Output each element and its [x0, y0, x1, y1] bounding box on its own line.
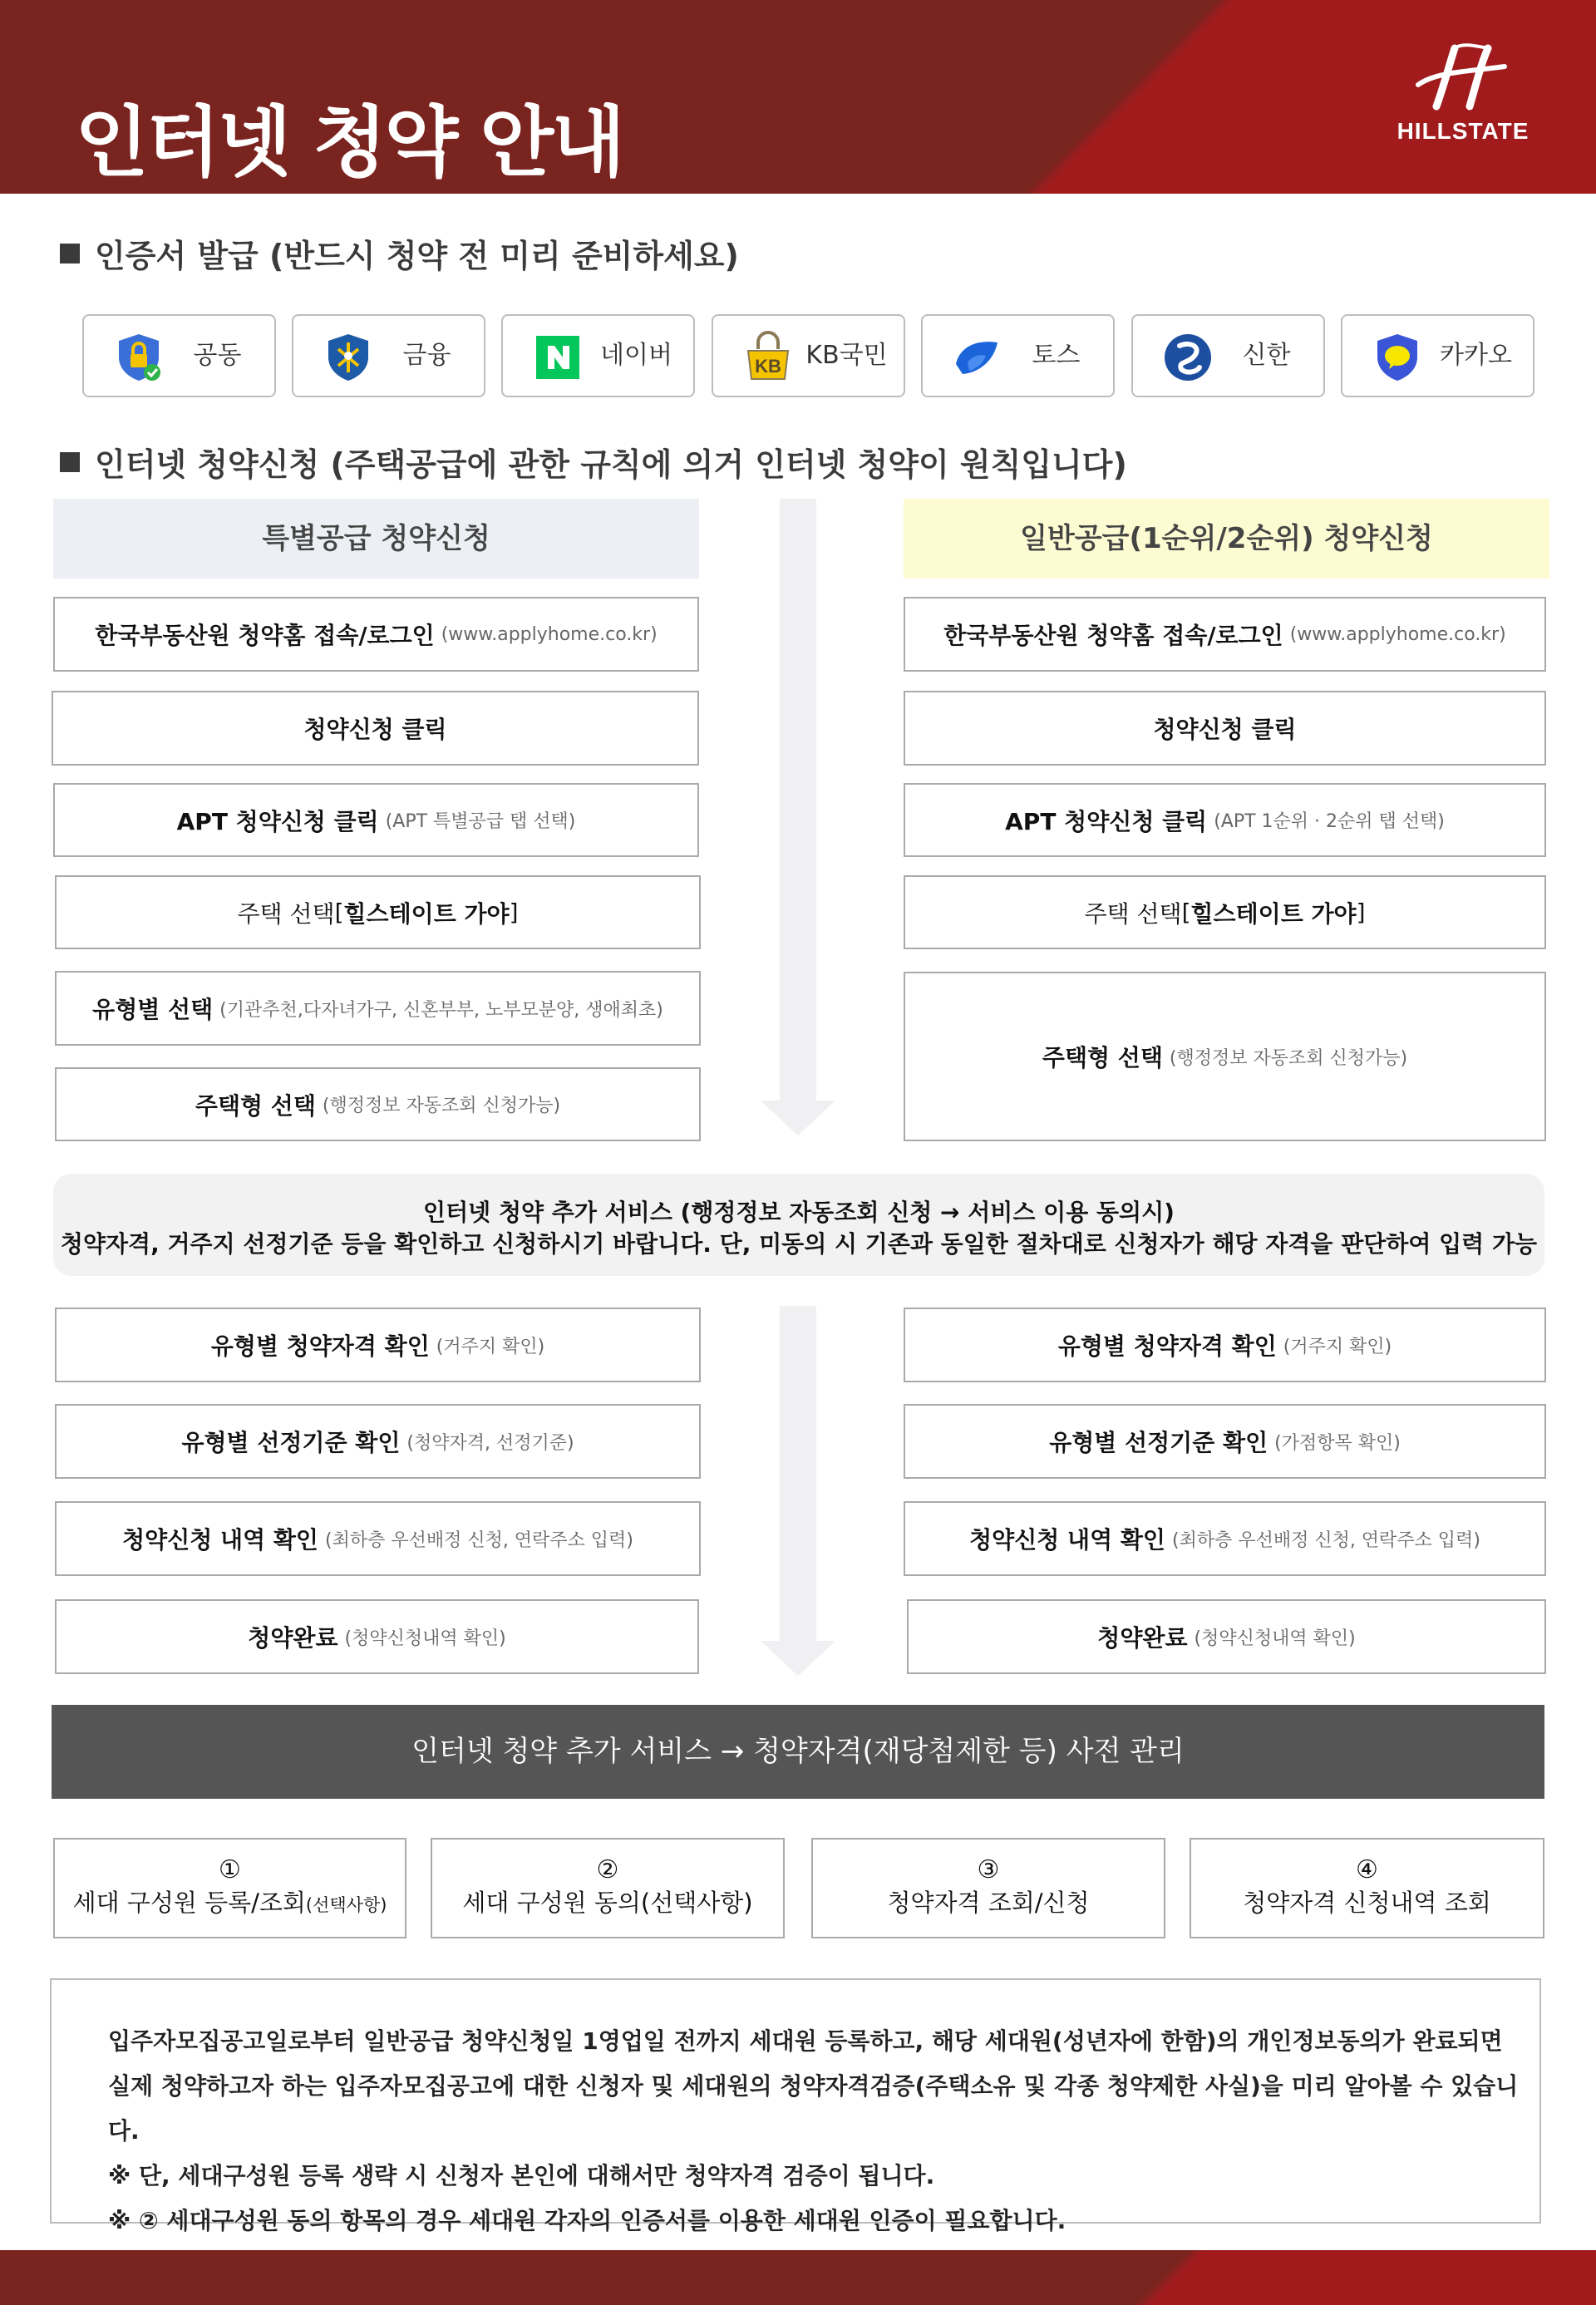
right-step-apply-click: 청약신청 클릭	[904, 691, 1546, 766]
right-step-house-select: 주택 선택 [ 힐스테이트 가야 ]	[904, 875, 1546, 949]
shinhan-icon	[1161, 331, 1214, 384]
extra-step-4	[1190, 1838, 1544, 1938]
left-step-apt-click: APT 청약신청 클릭 (APT 특별공급 탭 선택)	[53, 783, 699, 857]
cert-label: 금융	[402, 341, 451, 370]
left-confirm-history: 청약신청 내역 확인 (최하층 우선배정 신청, 연락주소 입력)	[55, 1501, 701, 1576]
cert-toss[interactable]	[921, 314, 1115, 397]
right-confirm-history: 청약신청 내역 확인 (최하층 우선배정 신청, 연락주소 입력)	[904, 1501, 1546, 1576]
cert-label: 공동	[193, 341, 242, 370]
step-number: ③	[977, 1855, 1000, 1884]
extra-service-bar: 인터넷 청약 추가 서비스 → 청약자격(재당첨제한 등) 사전 관리	[52, 1705, 1544, 1799]
notice-line-1: 인터넷 청약 추가 서비스 (행정정보 자동조회 신청 → 서비스 이용 동의시)	[423, 1199, 1175, 1226]
left-step-housing-type: 주택형 선택 (행정정보 자동조회 신청가능)	[55, 1067, 701, 1141]
toss-icon	[951, 331, 1004, 384]
left-step-type-select: 유형별 선택 (기관추천,다자녀가구, 신혼부부, 노부모분양, 생애최초)	[55, 971, 701, 1046]
left-confirm-criteria: 유형별 선정기준 확인 (청약자격, 선정기준)	[55, 1404, 701, 1479]
naver-icon	[531, 331, 584, 384]
hillstate-h-icon	[1411, 42, 1511, 115]
kakao-icon	[1371, 331, 1424, 384]
hillstate-logo	[1396, 42, 1530, 150]
extra-step-2	[431, 1838, 785, 1938]
step-label: 청약자격 신청내역 조회	[1243, 1889, 1491, 1917]
footer-banner	[0, 2250, 1596, 2305]
left-step-house-select: 주택 선택 [ 힐스테이트 가야 ]	[55, 875, 701, 949]
shield-lock-icon	[112, 331, 165, 384]
cert-kb[interactable]	[712, 314, 905, 397]
extra-step-1	[53, 1838, 406, 1938]
right-step-apt-click: APT 청약신청 클릭 (APT 1순위 · 2순위 탭 선택)	[904, 783, 1546, 857]
cert-label: 카카오	[1440, 341, 1512, 370]
cert-naver[interactable]	[501, 314, 695, 397]
cert-section-title: 인증서 발급 (반드시 청약 전 미리 준비하세요)	[60, 230, 739, 276]
page-title: 인터넷 청약 안내	[75, 98, 623, 187]
info-line: 입주자모집공고일로부터 일반공급 청약신청일 1영업일 전까지 세대원 등록하고, 해당 세대원(성년자에 한함)의 개인정보동의가 완료되면	[108, 2027, 1503, 2055]
header-banner	[0, 0, 1596, 194]
notice-line-2: 청약자격, 거주지 선정기준 등을 확인하고 신청하시기 바랍니다. 단, 미동의 시 기존과 동일한 절차대로 신청자가 해당 자격을 판단하여 입력 가능	[60, 1230, 1538, 1258]
cert-label: KB국민	[805, 341, 888, 370]
right-step-housing-type: 주택형 선택 (행정정보 자동조회 신청가능)	[904, 972, 1546, 1141]
info-line: ※ ② 세대구성원 동의 항목의 경우 세대원 각자의 인증서를 이용한 세대원 인증이 필요합니다.	[108, 2207, 1066, 2234]
step-label: 세대 구성원 등록/조회(선택사항)	[72, 1889, 387, 1917]
left-confirm-eligibility: 유형별 청약자격 확인 (거주지 확인)	[55, 1308, 701, 1382]
step-number: ②	[596, 1855, 619, 1884]
logo-text: HILLSTATE	[1396, 118, 1530, 144]
left-step-apply-click: 청약신청 클릭	[52, 691, 699, 766]
right-step-login: 한국부동산원 청약홈 접속/로그인 (www.applyhome.co.kr)	[904, 597, 1546, 672]
flow-arrow	[761, 1306, 835, 1676]
flow-arrow	[761, 499, 835, 1135]
cert-label: 신한	[1242, 341, 1291, 370]
kb-icon	[741, 331, 795, 384]
cert-label: 네이버	[600, 341, 672, 370]
left-confirm-complete: 청약완료 (청약신청내역 확인)	[55, 1599, 699, 1674]
svg-text:KB: KB	[755, 356, 781, 377]
cert-finance[interactable]	[292, 314, 485, 397]
cert-shinhan[interactable]	[1131, 314, 1325, 397]
apply-section-title: 인터넷 청약신청 (주택공급에 관한 규칙에 의거 인터넷 청약이 원칙입니다)	[60, 439, 1127, 485]
step-number: ④	[1356, 1855, 1378, 1884]
right-confirm-complete: 청약완료 (청약신청내역 확인)	[907, 1599, 1546, 1674]
right-confirm-eligibility: 유형별 청약자격 확인 (거주지 확인)	[904, 1308, 1546, 1382]
step-number: ①	[219, 1855, 241, 1884]
left-step-login: 한국부동산원 청약홈 접속/로그인 (www.applyhome.co.kr)	[53, 597, 699, 672]
cert-joint[interactable]	[82, 314, 276, 397]
step-label: 세대 구성원 동의(선택사항)	[462, 1889, 753, 1917]
special-supply-header: 특별공급 청약신청	[53, 499, 699, 579]
right-confirm-criteria: 유형별 선정기준 확인 (가점항목 확인)	[904, 1404, 1546, 1479]
info-box	[50, 1978, 1541, 2234]
extra-service-notice	[53, 1174, 1544, 1276]
info-line: ※ 단, 세대구성원 등록 생략 시 신청자 본인에 대해서만 청약자격 검증이 됩니다.	[108, 2162, 935, 2189]
cert-label: 토스	[1032, 341, 1081, 370]
finance-shield-icon	[322, 331, 375, 384]
extra-step-3	[811, 1838, 1165, 1938]
step-label: 청약자격 조회/신청	[887, 1889, 1090, 1917]
info-line: 실제 청약하고자 하는 입주자모집공고에 대한 신청자 및 세대원의 청약자격검증(주택소유 및 각종 청약제한 사실)을 미리 알아볼 수 있습니다.	[108, 2072, 1519, 2145]
cert-kakao[interactable]	[1341, 314, 1534, 397]
general-supply-header: 일반공급(1순위/2순위) 청약신청	[904, 499, 1549, 579]
